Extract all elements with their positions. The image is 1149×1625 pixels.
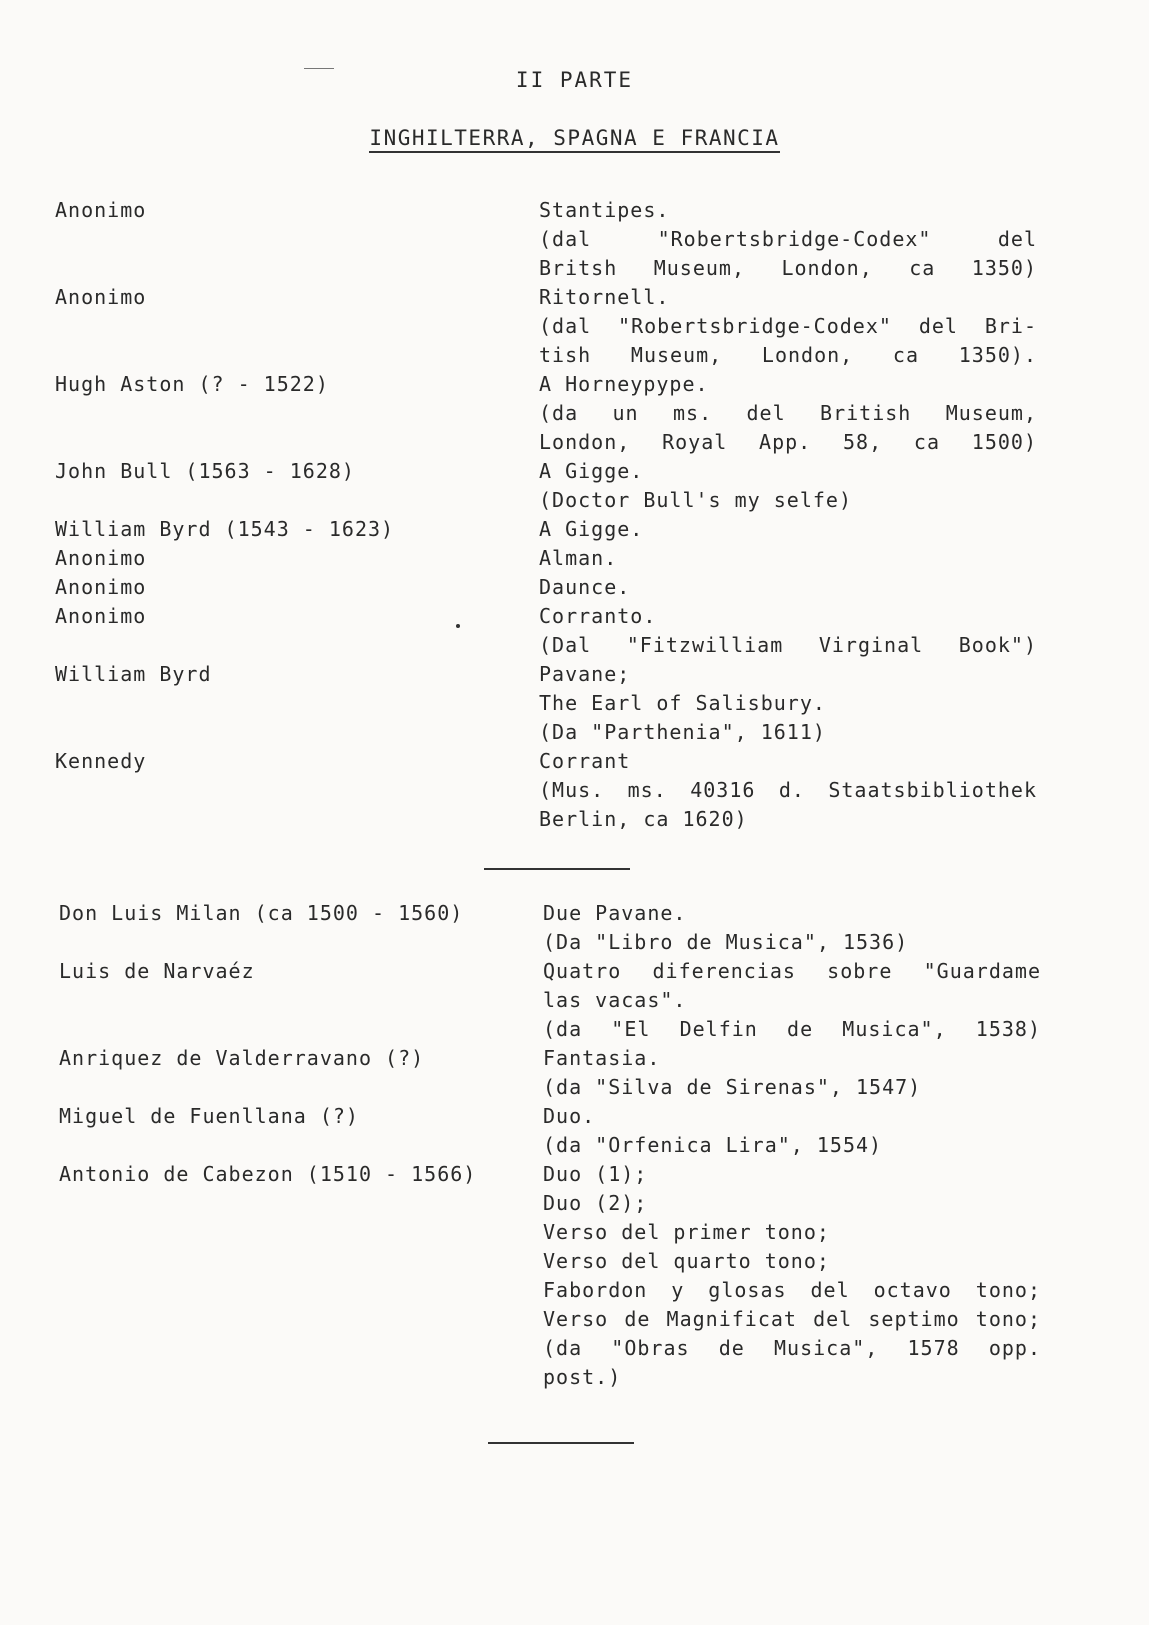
- work-line: (da "Obras de Musica", 1578 opp.: [543, 1336, 1041, 1360]
- work-line: Verso del quarto tono;: [543, 1249, 830, 1273]
- work-title: Stantipes.: [539, 198, 670, 222]
- composer-name: Anonimo: [55, 285, 147, 309]
- work-line: Verso del primer tono;: [543, 1220, 830, 1244]
- work-line: las vacas".: [543, 988, 687, 1012]
- composer-name: Hugh Aston (? - 1522): [55, 372, 329, 396]
- work-line: (da "Silva de Sirenas", 1547): [543, 1075, 922, 1099]
- work-title: A Gigge.: [539, 459, 644, 483]
- work-title: Ritornell.: [539, 285, 670, 309]
- work-title: Pavane;: [539, 662, 631, 686]
- composer-name: Anonimo: [55, 604, 147, 628]
- composer-name: Don Luis Milan (ca 1500 - 1560): [59, 901, 464, 925]
- work-title: A Horneypype.: [539, 372, 709, 396]
- composer-name: Antonio de Cabezon (1510 - 1566): [59, 1162, 477, 1186]
- work-title: Corranto.: [539, 604, 657, 628]
- part-heading: II PARTE: [515, 68, 634, 92]
- composer-name: Luis de Narvaéz: [59, 959, 255, 983]
- work-title: Alman.: [539, 546, 618, 570]
- work-line: (Doctor Bull's my selfe): [539, 488, 852, 512]
- work-details: [543, 1044, 1041, 1102]
- work-title: A Gigge.: [539, 517, 644, 541]
- work-line: post.): [543, 1365, 622, 1389]
- work-title: Due Pavane.: [543, 901, 687, 925]
- work-line: The Earl of Salisbury.: [539, 691, 826, 715]
- work-line: (da "El Delfin de Musica", 1538): [543, 1017, 1041, 1041]
- work-details: [539, 370, 1037, 457]
- work-title: Fantasia.: [543, 1046, 661, 1070]
- work-title: Duo (1);: [543, 1162, 648, 1186]
- composer-name: Anonimo: [55, 198, 147, 222]
- work-line: Fabordon y glosas del octavo tono;: [543, 1278, 1041, 1302]
- work-line: Britsh Museum, London, ca 1350): [539, 256, 1037, 280]
- work-details: [539, 544, 1037, 573]
- end-divider: [488, 1442, 634, 1444]
- composer-name: Kennedy: [55, 749, 147, 773]
- composer-name: Anonimo: [55, 575, 147, 599]
- work-details: [539, 457, 1037, 515]
- work-details: [539, 283, 1037, 370]
- work-line: Berlin, ca 1620): [539, 807, 748, 831]
- work-details: [539, 196, 1037, 283]
- work-title: Corrant: [539, 749, 631, 773]
- composer-name: Anriquez de Valderravano (?): [59, 1046, 425, 1070]
- composer-name: Anonimo: [55, 546, 147, 570]
- work-line: (Mus. ms. 40316 d. Staatsbibliothek: [539, 778, 1037, 802]
- work-line: Verso de Magnificat del septimo tono;: [543, 1307, 1041, 1331]
- composer-name: John Bull (1563 - 1628): [55, 459, 355, 483]
- work-line: Duo (2);: [543, 1191, 648, 1215]
- work-line: tish Museum, London, ca 1350).: [539, 343, 1037, 367]
- work-line: (dal "Robertsbridge-Codex" del: [539, 227, 1037, 251]
- work-line: (Da "Parthenia", 1611): [539, 720, 826, 744]
- work-line: London, Royal App. 58, ca 1500): [539, 430, 1037, 454]
- ink-speck: [456, 624, 460, 628]
- composer-name: William Byrd: [55, 662, 212, 686]
- work-line: (da "Orfenica Lira", 1554): [543, 1133, 883, 1157]
- work-details: [543, 957, 1041, 1044]
- work-line: (da un ms. del British Museum,: [539, 401, 1037, 425]
- work-details: [543, 1102, 1041, 1160]
- work-line: (Da "Libro de Musica", 1536): [543, 930, 909, 954]
- work-line: (Dal "Fitzwilliam Virginal Book"): [539, 633, 1037, 657]
- work-details: [543, 899, 1041, 957]
- work-line: (dal "Robertsbridge-Codex" del Bri-: [539, 314, 1037, 338]
- work-details: [539, 515, 1037, 544]
- work-details: [539, 660, 1037, 747]
- section-divider: [484, 868, 630, 870]
- work-title: Duo.: [543, 1104, 596, 1128]
- work-details: [539, 747, 1037, 834]
- composer-name: Miguel de Fuenllana (?): [59, 1104, 359, 1128]
- work-details: [543, 1160, 1041, 1392]
- work-details: [539, 602, 1037, 660]
- work-details: [539, 573, 1037, 602]
- work-title: Daunce.: [539, 575, 631, 599]
- work-title: Quatro diferencias sobre "Guardame: [543, 959, 1041, 983]
- page-title-text: INGHILTERRA, SPAGNA E FRANCIA: [369, 126, 779, 153]
- composer-name: William Byrd (1543 - 1623): [55, 517, 395, 541]
- page-title: [0, 126, 1149, 150]
